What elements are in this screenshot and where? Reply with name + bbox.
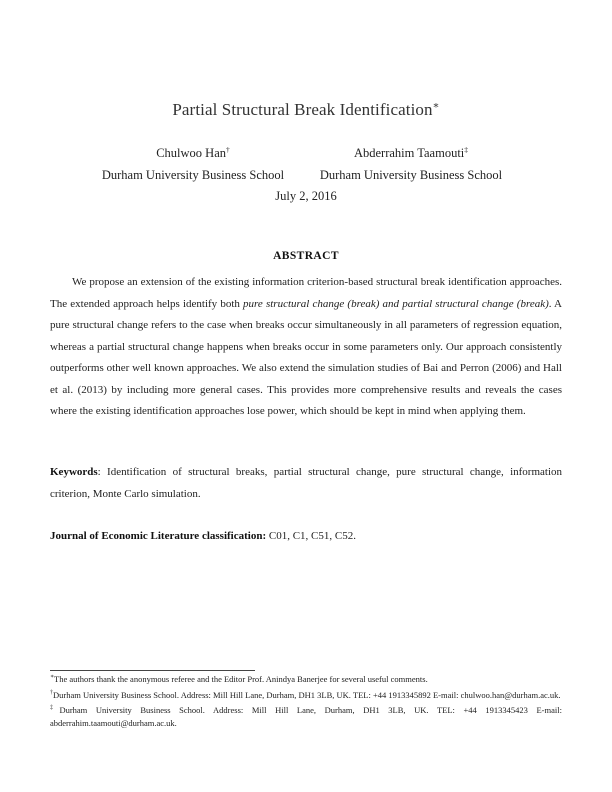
footnote-rule [50, 670, 255, 671]
author-footnote-mark: ‡ [464, 144, 469, 154]
abstract-heading: ABSTRACT [273, 250, 339, 262]
abstract-emphasis: pure structural change (break) and partial structural change (break) [243, 297, 549, 310]
author-block-1 [98, 142, 288, 186]
abstract-body [50, 272, 562, 423]
footnote [50, 704, 562, 729]
abstract-text: . A pure structural change refers to the case when breaks occur simultaneously in all parameters of regression equation, whereas a partial structural change happens when breaks occur in some parameters only. Our approach consistently outperforms other well known approaches. We also extend the simulation studies of Bai and Perron (2006) and Hall et al. (2013) by including more general cases. This provides more comprehensive results and reveals the cases where the existing identification approaches lose power, which should be kept in mind when applying them. [50, 297, 562, 417]
author-footnote-mark: † [226, 144, 230, 154]
author-block-2 [316, 142, 506, 186]
title-footnote-mark: ∗ [432, 100, 440, 112]
author-name: Chulwoo Han [156, 146, 227, 160]
author-name: Abderrahim Taamouti [353, 146, 465, 160]
keywords-text: : Identification of structural breaks, partial structural change, pure structural change, information criterion, Monte Carlo simulation. [50, 466, 562, 500]
abstract-text: We propose an extension of the existing information criterion-based structural break identification approaches. The extended approach helps identify both [50, 276, 562, 310]
footnote-mark: † [50, 689, 53, 696]
keywords-paragraph [50, 462, 562, 505]
footnote-text: Durham University Business School. Address: Mill Hill Lane, Durham, DH1 3LB, UK. TEL: +44 1913345423 E-mail: abderrahim.taamouti@durham.ac.uk. [50, 705, 562, 728]
title-text: Partial Structural Break Identification [172, 100, 433, 119]
footnote-mark: ∗ [50, 674, 55, 681]
footnote-mark: ‡ [50, 705, 60, 712]
jel-classification [50, 526, 562, 548]
footnote [50, 689, 562, 702]
jel-label: Journal of Economic Literature classification: [50, 530, 267, 542]
jel-codes: C01, C1, C51, C52. [266, 530, 356, 542]
footnote-text: Durham University Business School. Address: Mill Hill Lane, Durham, DH1 3LB, UK. TEL: +44 1913345892 E-mail: chulwoo.han@durham.ac.uk. [52, 689, 561, 700]
footnote [50, 673, 562, 686]
paper-title [0, 100, 612, 120]
paper-date: July 2, 2016 [275, 189, 337, 203]
author-affiliation: Durham University Business School [319, 168, 503, 182]
keywords-label: Keywords [50, 466, 98, 478]
author-affiliation: Durham University Business School [101, 168, 285, 182]
footnotes [50, 673, 562, 732]
footnote-text: The authors thank the anonymous referee and the Editor Prof. Anindya Banerjee for several useful comments. [54, 674, 428, 684]
